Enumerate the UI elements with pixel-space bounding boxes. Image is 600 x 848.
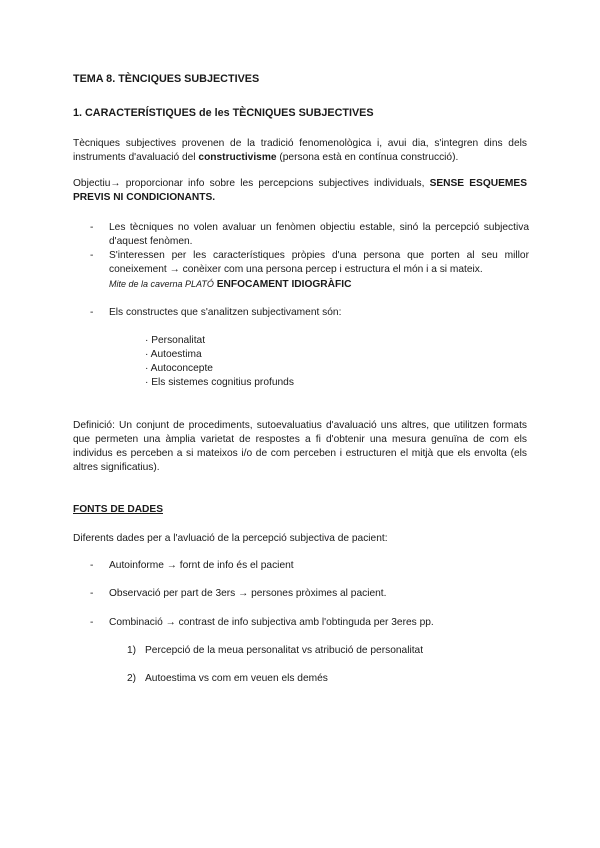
construct-item: · Autoestima bbox=[145, 349, 202, 360]
numbered-item: Autoestima vs com em veuen els demés bbox=[145, 673, 328, 684]
section-heading: 1. CARACTERÍSTIQUES de les TÈCNIQUES SUBJECTIVES bbox=[73, 107, 374, 119]
bullet-dash: - bbox=[90, 307, 94, 318]
intro-text: Tècniques subjectives provenen de la tradició fenomenològica i, avui dia, s'integren dins dels instruments d'avaluació del bbox=[73, 138, 527, 163]
constructivisme-term: constructivisme bbox=[198, 152, 277, 163]
fonts-heading: FONTS DE DADES bbox=[73, 504, 163, 515]
source-item: Combinació → contrast de info subjectiva amb l'obtinguda per 3eres pp. bbox=[109, 617, 434, 628]
source-item: Autoinforme → fornt de info és el pacient bbox=[109, 560, 294, 571]
fonts-intro: Diferents dades per a l'avluació de la percepció subjectiva de pacient: bbox=[73, 533, 388, 544]
source-item: Observació per part de 3ers → persones pròximes al pacient. bbox=[109, 588, 387, 599]
construct-item: · Els sistemes cognitius profunds bbox=[145, 377, 294, 388]
paragraph-intro bbox=[73, 137, 527, 165]
intro-text-end: (persona està en contínua construcció). bbox=[276, 152, 459, 163]
myth-line bbox=[109, 277, 529, 292]
bullet-dash: - bbox=[90, 250, 94, 261]
bullet-item: Els constructes que s'analitzen subjectivament són: bbox=[109, 307, 342, 318]
numbered-label: 1) bbox=[127, 645, 137, 656]
definition-paragraph: Definició: Un conjunt de procediments, sutoevaluatius d'avaluació uns altres, que utilitzen formats que permeten una àmplia varietat de respostes a fi d'obtenir una mesura genuïna de com els individus es perceben a si mateixos i/o de com perceben i estructuren el mitjà que els envolta (els altres significatius). bbox=[73, 420, 527, 473]
bullet-item: S'interessen per les característiques pròpies d'una persona que porten al seu millor coneixement → conèixer com una persona percep i estructura el món i a si mateix. bbox=[109, 250, 529, 275]
construct-item: · Autoconcepte bbox=[145, 363, 213, 374]
numbered-label: 2) bbox=[127, 673, 137, 684]
bullet-dash: - bbox=[90, 588, 94, 599]
myth-italic: Mite de la caverna PLATÓ bbox=[109, 279, 214, 289]
idiographic-approach: ENFOCAMENT IDIOGRÀFIC bbox=[216, 279, 352, 290]
numbered-item: Percepció de la meua personalitat vs atribució de personalitat bbox=[145, 645, 424, 656]
bullet-item: Les tècniques no volen avaluar un fenòmen objectiu estable, sinó la percepció subjectiva d'aquest fenòmen. bbox=[109, 222, 529, 247]
objective-emphasis: SENSE ESQUEMES PREVIS NI CONDICIONANTS. bbox=[73, 178, 527, 203]
construct-item: · Personalitat bbox=[145, 335, 206, 346]
bullet-dash: - bbox=[90, 617, 94, 628]
bullet-dash: - bbox=[90, 560, 94, 571]
bullet-dash: - bbox=[90, 222, 94, 233]
paragraph-objective bbox=[73, 177, 527, 205]
objective-text: Objectiu→ proporcionar info sobre les percepcions subjectives individuals, bbox=[73, 178, 430, 189]
document-title: TEMA 8. TÈNCIQUES SUBJECTIVES bbox=[73, 73, 260, 85]
